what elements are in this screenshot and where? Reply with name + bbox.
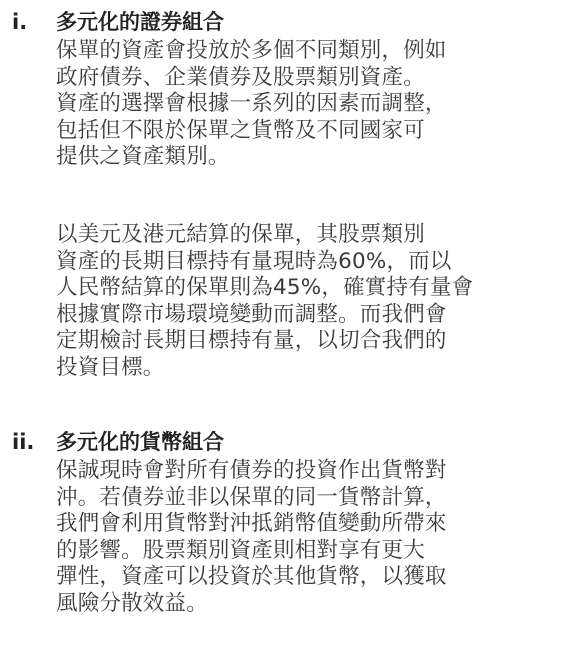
paragraph-line: 彈性，資產可以投資於其他貨幣，以獲取 (56, 564, 447, 589)
paragraph-line: 的影響。股票類別資產則相對享有更大 (56, 537, 425, 563)
paragraph-line: 包括但不限於保單之貨幣及不同國家可 (56, 117, 425, 143)
paragraph-line: 我們會利用貨幣對沖抵銷幣值變動所帶來 (56, 511, 447, 536)
paragraph-line: 風險分散效益。 (56, 590, 208, 616)
paragraph (56, 458, 556, 617)
section-heading: 多元化的貨幣組合 (56, 430, 224, 454)
paragraph (56, 38, 556, 171)
paragraph-line: 政府債券、企業債券及股票類別資產。 (56, 64, 425, 90)
paragraph-line: 投資目標。 (56, 354, 165, 380)
paragraph-line: 保誠現時會對所有債券的投資作出貨幣對 (56, 458, 447, 483)
paragraph-line: 資產的選擇會根據一系列的因素而調整， (56, 91, 447, 116)
paragraph-line: 定期檢討長期目標持有量，以切合我們的 (56, 328, 447, 353)
paragraph-line: 沖。若債券並非以保單的同一貨幣計算， (56, 484, 447, 510)
paragraph-line: 根據實際市場環境變動而調整。而我們會 (56, 301, 447, 327)
paragraph (56, 222, 556, 381)
paragraph-line: 人民幣結算的保單則為45%，確實持有量會 (56, 275, 474, 300)
section-heading: 多元化的證券組合 (56, 10, 224, 34)
paragraph-line: 保單的資產會投放於多個不同類別，例如 (56, 38, 447, 63)
paragraph-line: 以美元及港元結算的保單，其股票類別 (56, 222, 425, 247)
list-marker: i. (12, 10, 28, 34)
paragraph-line: 提供之資產類別。 (56, 144, 230, 169)
list-marker: ii. (12, 430, 35, 454)
paragraph-line: 資產的長期目標持有量現時為60%，而以 (56, 248, 452, 274)
